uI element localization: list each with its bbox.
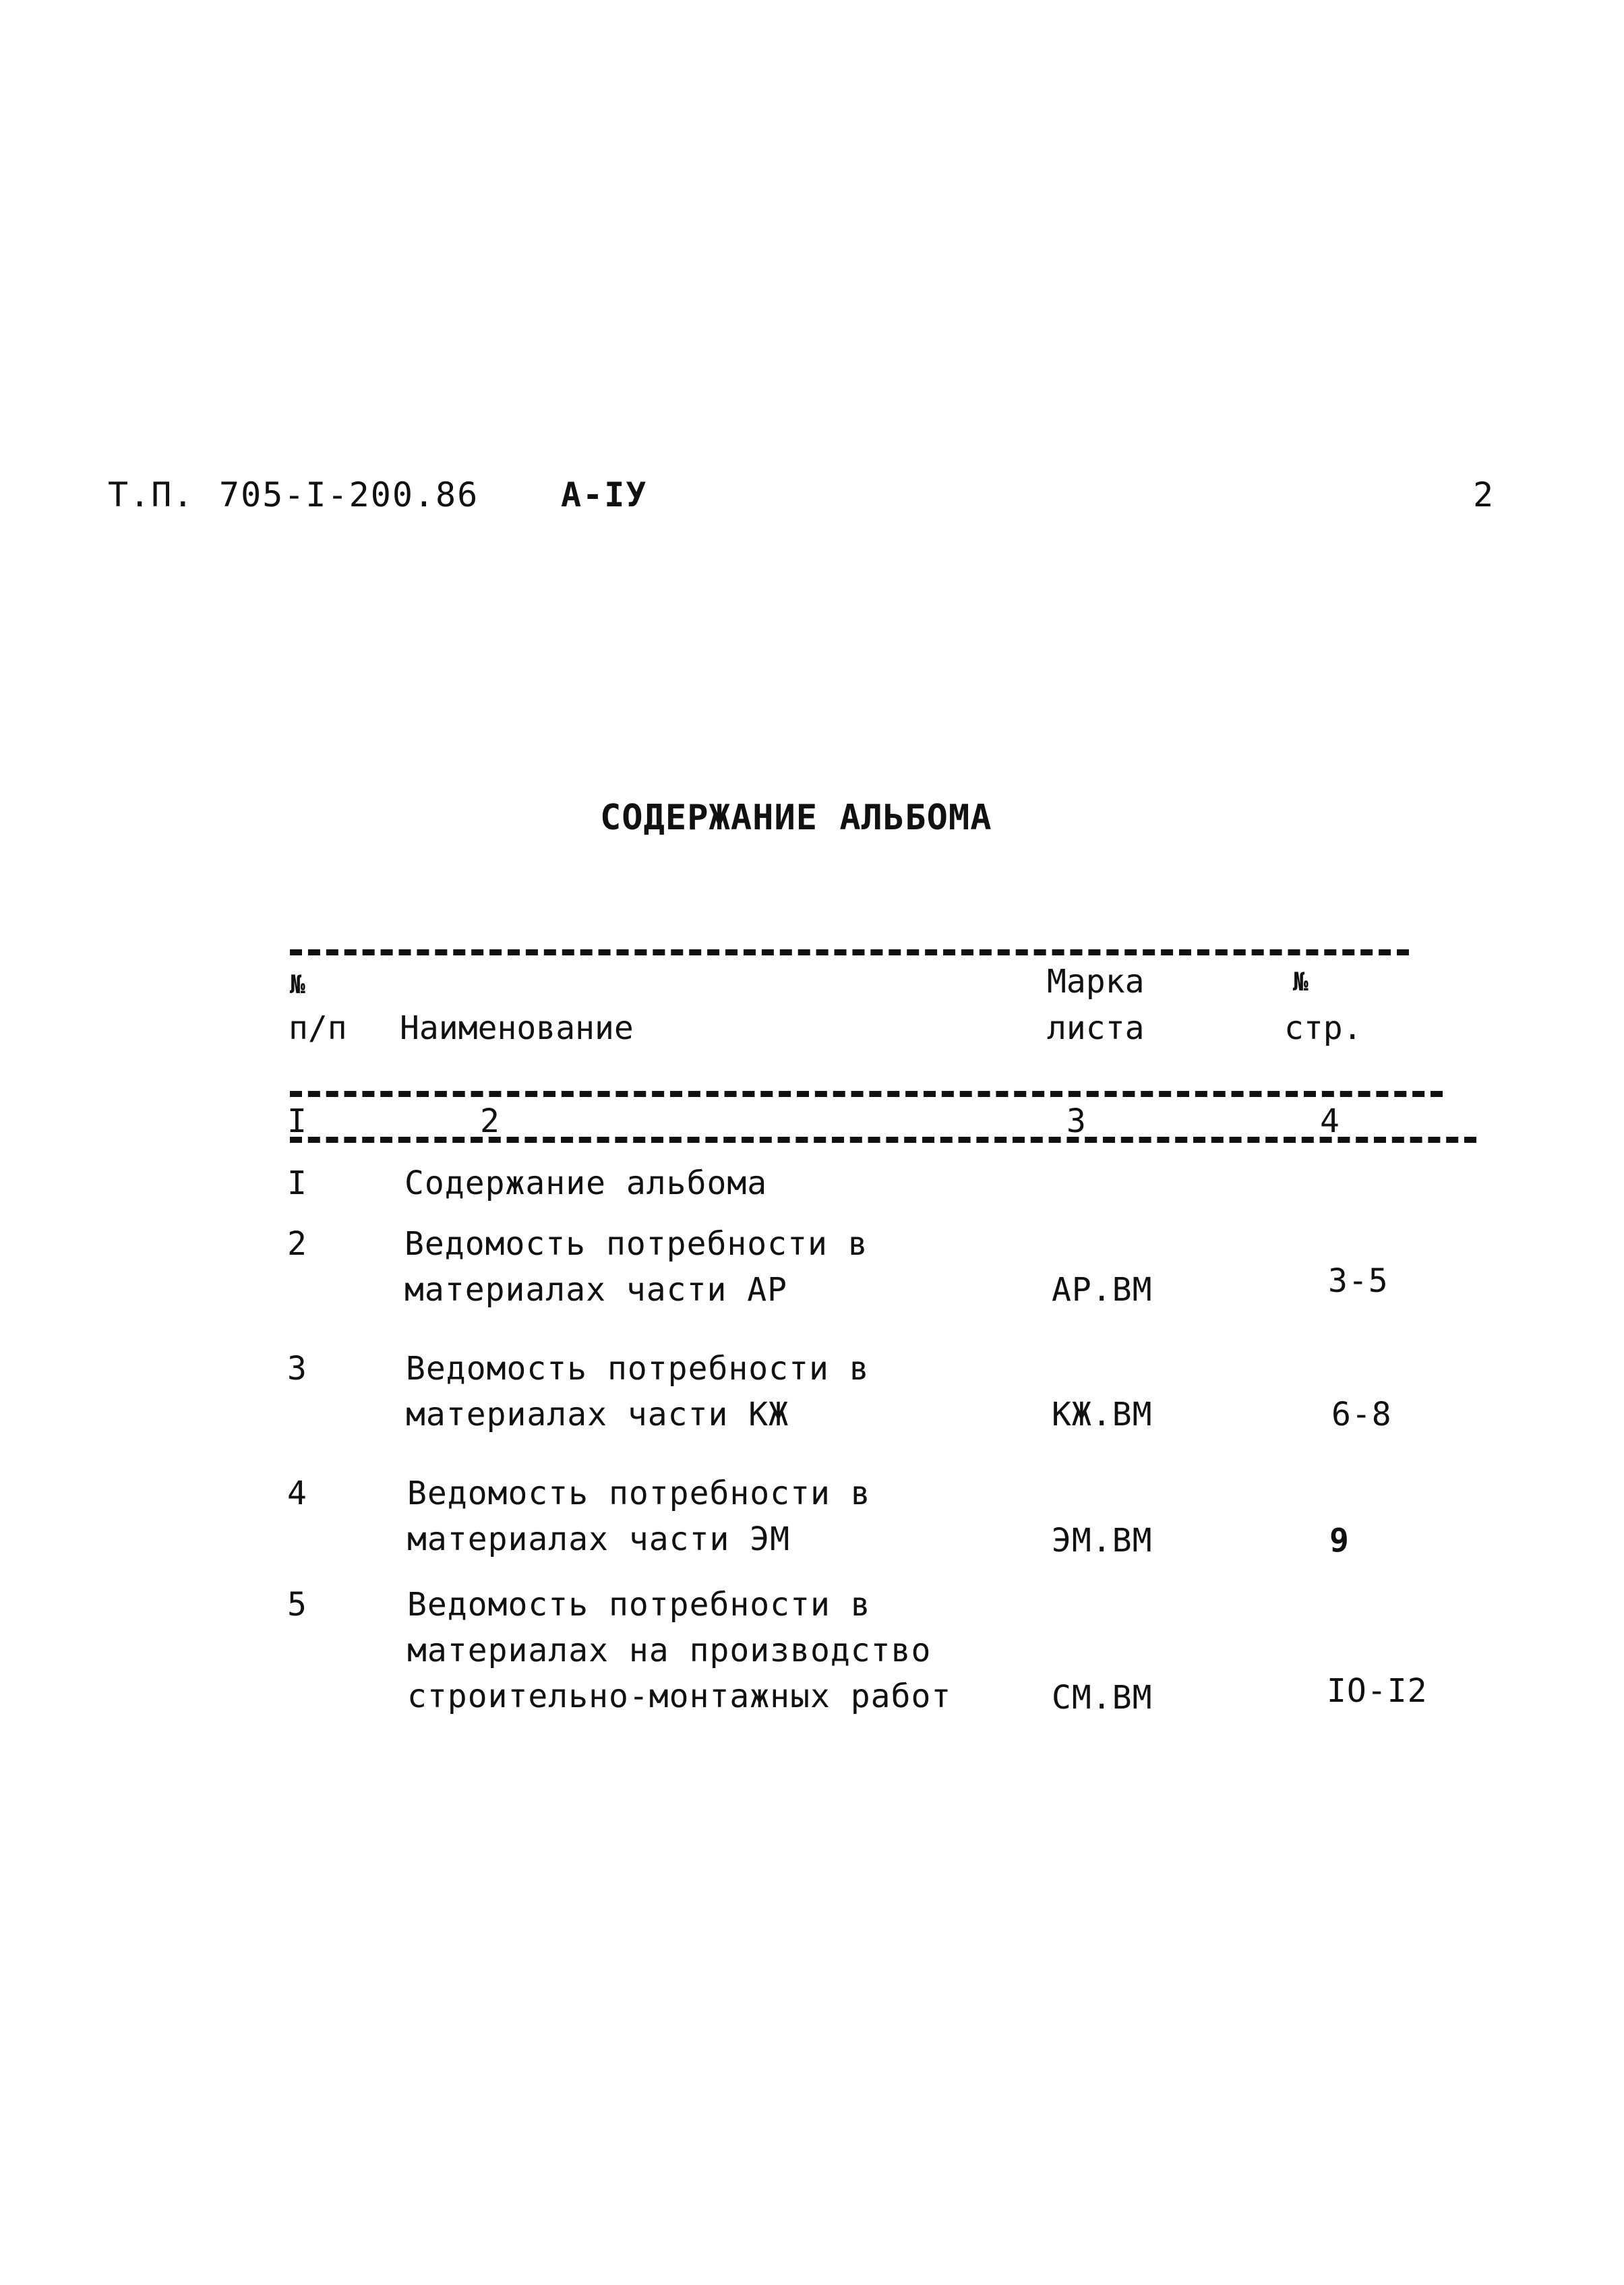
column-number-rule [290,1137,1476,1143]
header-mark-line1: Марка [1047,963,1145,1001]
row-name-line: материалах части ЭМ [407,1520,791,1558]
row-number: I [287,1164,307,1202]
row-number: 4 [287,1475,307,1512]
project-number: 705-I-200.86 [219,475,479,514]
table-top-rule [290,949,1409,955]
page-title: СОДЕРЖАНИЕ АЛЬБОМА [600,798,992,838]
row-name-line: Содержание альбома [404,1164,768,1202]
row-name-line: строительно-монтажных работ [407,1678,952,1715]
header-name: Наименование [400,1009,634,1047]
row-name-line: материалах части АР [404,1271,788,1309]
document-code: Т.П. [108,475,195,514]
album-number: А-IУ [561,475,648,514]
row-pages: 3-5 [1328,1262,1389,1300]
row-name-line: Ведомость потребности в [407,1475,871,1512]
column-number-4: 4 [1320,1102,1340,1140]
header-num-symbol: № [290,970,305,999]
row-number: 2 [287,1225,307,1263]
column-number-1: I [287,1102,307,1140]
column-number-2: 2 [480,1102,500,1140]
header-bottom-rule [290,1091,1443,1097]
row-mark: ЭМ.ВМ [1052,1522,1153,1560]
column-number-3: 3 [1066,1102,1087,1140]
row-name-line: Ведомость потребности в [406,1350,870,1388]
row-pages: IO-I2 [1327,1672,1428,1710]
row-pages: 6-8 [1331,1396,1392,1433]
row-name-line: материалах части КЖ [406,1396,789,1433]
row-number: 3 [287,1350,307,1388]
row-name-line: материалах на производство [407,1632,932,1669]
header-page-symbol: № [1293,967,1309,997]
row-pages: 9 [1329,1522,1350,1560]
page-number: 2 [1473,475,1495,514]
row-number: 5 [287,1586,307,1624]
row-name-line: Ведомость потребности в [404,1225,868,1263]
row-mark: КЖ.ВМ [1052,1396,1153,1433]
header-page-label: стр. [1284,1009,1362,1047]
row-mark: СМ.ВМ [1052,1679,1153,1717]
row-mark: АР.ВМ [1052,1271,1153,1309]
row-name-line: Ведомость потребности в [407,1586,871,1624]
header-mark-line2: листа [1047,1009,1145,1047]
header-num-label: п/п [289,1009,347,1047]
